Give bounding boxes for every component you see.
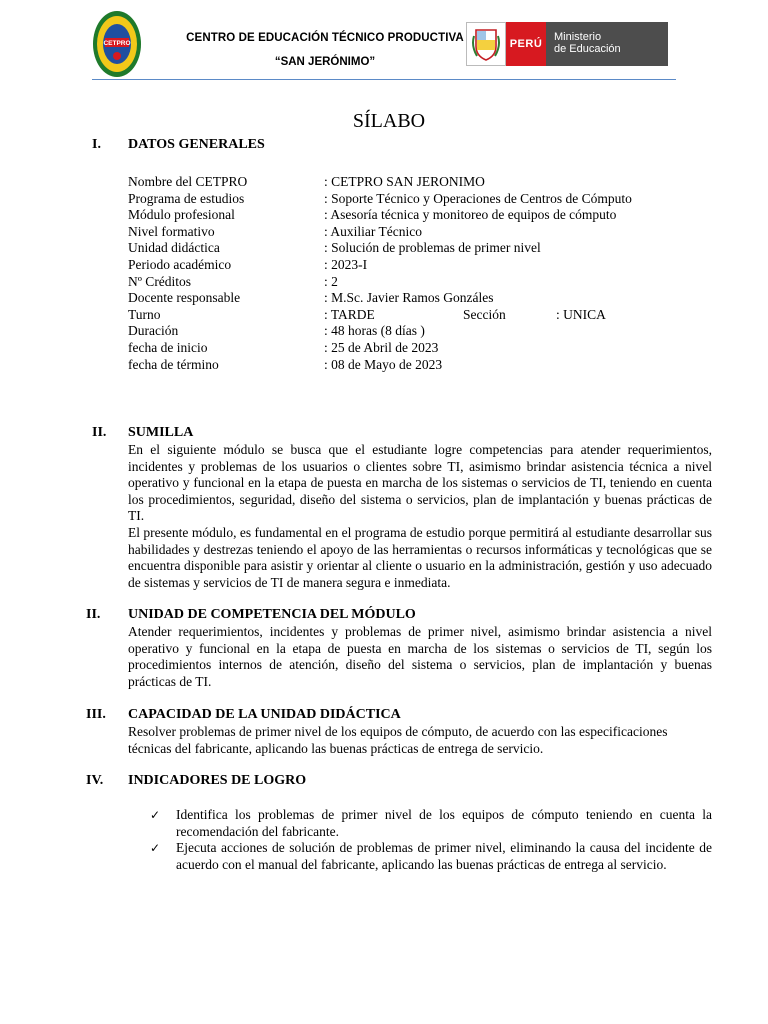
section-5-title: INDICADORES DE LOGRO (128, 773, 307, 788)
datos-row (128, 323, 632, 340)
datos-label: Programa de estudios (128, 190, 245, 206)
indicador-text: Identifica los problemas de primer nivel de los equipos de cómputo teniendo en cuenta la recomendación del fabricante. (176, 807, 712, 839)
datos-generales-list (128, 174, 632, 373)
indicador-text: Ejecuta acciones de solución de problemas de primer nivel, eliminando la causa del incidente de acuerdo con el manual del fabricante, aplicando las buenas prácticas de entrega al servicio. (176, 840, 712, 872)
datos-row (128, 240, 632, 257)
datos-row (128, 357, 632, 374)
indicador-item (150, 840, 712, 873)
sumilla-paragraph-2: El presente módulo, es fundamental en el programa de estudio porque permitirá al estudiante desarrollar sus habilidades y destrezas teniendo el apoyo de las herramientas o recursos informáticas y tecnológicas que se encuentra disponible para asistir y orientar al cliente o usuario en la administración, gestión y uso adecuado de sistemas y servicios de TI de manera segura e inmediata. (128, 525, 712, 590)
datos-row (128, 224, 632, 241)
datos-label: Módulo profesional (128, 207, 235, 223)
section-3-number: II. (86, 607, 101, 622)
ministry-line1: Ministerio (554, 31, 602, 43)
datos-value: : Auxiliar Técnico (324, 223, 422, 239)
cetpro-logo (92, 10, 142, 78)
datos-value: : CETPRO SAN JERONIMO (324, 174, 485, 189)
section-2-title: SUMILLA (128, 425, 194, 440)
datos-label: Nivel formativo (128, 223, 215, 239)
datos-value: : TARDE (324, 306, 375, 322)
datos-value: : 08 de Mayo de 2023 (324, 356, 443, 372)
datos-row (128, 257, 632, 274)
check-icon: ✓ (150, 841, 161, 856)
svg-text:CETPRO: CETPRO (103, 40, 131, 47)
ministry-line2: de Educación (554, 43, 621, 55)
datos-label: Unidad didáctica (128, 240, 220, 256)
datos-label: Periodo académico (128, 256, 232, 272)
datos-label: Nº Créditos (128, 273, 192, 289)
datos-row (128, 191, 632, 208)
seccion-value: : UNICA (556, 306, 606, 322)
institution-subname: “SAN JERÓNIMO” (274, 56, 376, 68)
section-4-number: III. (86, 707, 106, 722)
datos-label: Duración (128, 323, 179, 339)
datos-value: : 25 de Abril de 2023 (324, 339, 439, 355)
competencia-paragraph: Atender requerimientos, incidentes y problemas de primer nivel, asimismo brindar asistencia a nivel operativo y funcional en la etapa de puesta en marcha de los sistemas o servicios de TI, según los procedimientos internos de atención, diseño del sistema o servicios, plan de implantación y buenas prácticas de TI. (128, 624, 712, 689)
page-header (0, 0, 768, 80)
datos-row (128, 290, 632, 307)
section-2-number: II. (92, 425, 107, 440)
peru-coat-of-arms-icon (466, 22, 506, 66)
datos-value: : 2 (324, 273, 338, 289)
datos-label: fecha de término (128, 356, 219, 372)
datos-row (128, 307, 632, 324)
datos-value: : 48 horas (8 días ) (324, 323, 425, 339)
section-5-number: IV. (86, 773, 104, 788)
datos-label: Turno (128, 306, 161, 322)
datos-value: : Asesoría técnica y monitoreo de equipos de cómputo (324, 207, 617, 223)
document-title: SÍLABO (352, 110, 426, 132)
section-1-title: DATOS GENERALES (128, 137, 265, 152)
datos-row (128, 174, 632, 191)
datos-label: fecha de inicio (128, 339, 208, 355)
institution-name: CENTRO DE EDUCACIÓN TÉCNICO PRODUCTIVA (186, 32, 464, 44)
datos-label: Docente responsable (128, 290, 241, 306)
datos-row (128, 207, 632, 224)
section-1-number: I. (92, 137, 101, 152)
datos-value: : M.Sc. Javier Ramos Gonzáles (324, 290, 494, 306)
capacidad-paragraph: Resolver problemas de primer nivel de los equipos de cómputo, de acuerdo con las especificaciones técnicas del fabricante, aplicando las buenas prácticas de entrega de servicio. (128, 724, 668, 756)
check-icon: ✓ (150, 808, 161, 822)
datos-row (128, 274, 632, 291)
ministry-label (546, 22, 668, 66)
peru-label: PERÚ (506, 22, 546, 66)
indicador-item (150, 807, 712, 840)
seccion-label: Sección (463, 306, 506, 322)
datos-value: : Soporte Técnico y Operaciones de Centros de Cómputo (324, 190, 632, 206)
datos-value: : Solución de problemas de primer nivel (324, 240, 541, 256)
indicadores-list (150, 807, 712, 873)
minedu-logo (466, 22, 668, 66)
datos-label: Nombre del CETPRO (128, 174, 248, 189)
header-rule (92, 79, 676, 80)
sumilla-paragraph-1: En el siguiente módulo se busca que el estudiante logre competencias para atender requerimientos, incidentes y problemas de los usuarios o clientes sobre TI, asimismo brindar asistencia técnica a nivel operativo y funcional en la etapa de puesta en marcha de los sistemas o servicios de TI, teniendo en cuenta los procedimientos, seguridad, diseño del sistema o servicios, plan de implantación y buenas prácticas de TI. (128, 442, 712, 524)
datos-value: : 2023-I (324, 256, 368, 272)
section-4-title: CAPACIDAD DE LA UNIDAD DIDÁCTICA (128, 707, 401, 722)
datos-row (128, 340, 632, 357)
section-3-title: UNIDAD DE COMPETENCIA DEL MÓDULO (128, 607, 416, 622)
